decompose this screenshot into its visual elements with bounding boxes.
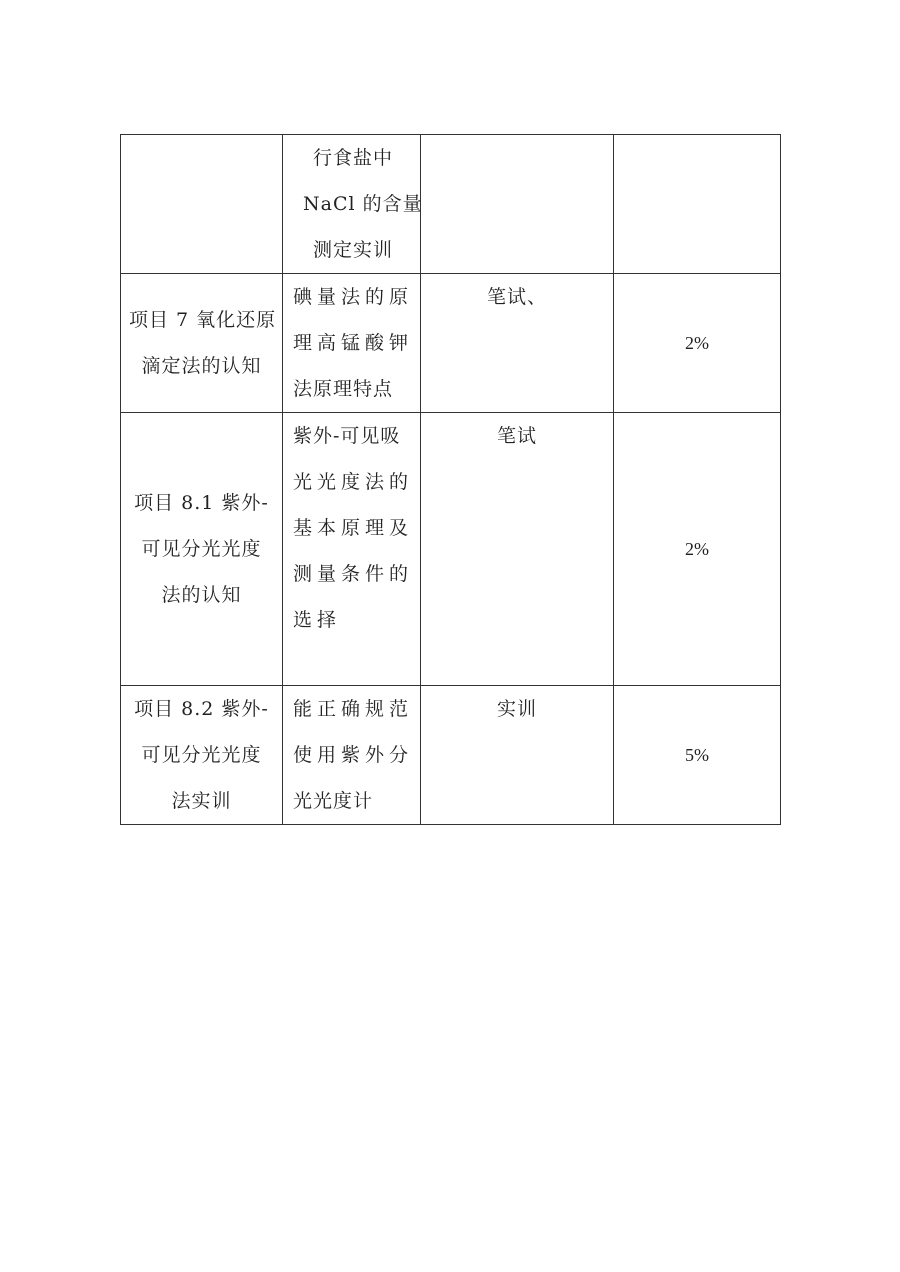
project-name-line: 法的认知	[161, 584, 242, 606]
project-name-line: 项目 8.2 紫外-	[134, 698, 269, 720]
content-cell	[283, 413, 421, 686]
content-cell	[283, 686, 421, 825]
assessment-table	[120, 134, 781, 825]
project-name-cell	[121, 686, 283, 825]
content-line: 行食盐中	[313, 147, 394, 169]
weight-cell	[614, 135, 781, 274]
content-line: 碘量法的原	[293, 286, 414, 308]
assessment-method-cell: 笔试	[421, 413, 614, 686]
content-line: NaCl 的含量	[303, 193, 423, 215]
content-line: 使用紫外分	[293, 744, 414, 766]
table-row	[121, 274, 781, 413]
content-line: 能正确规范	[293, 698, 414, 720]
content-line: 基本原理及	[293, 517, 414, 539]
assessment-method-cell	[421, 135, 614, 274]
weight-cell: 5%	[614, 686, 781, 825]
project-name-cell	[121, 413, 283, 686]
content-line: 测定实训	[313, 239, 394, 261]
content-line: 光光度法的	[293, 471, 414, 493]
project-name-cell	[121, 274, 283, 413]
content-cell	[283, 274, 421, 413]
project-name-cell	[121, 135, 283, 274]
content-line: 紫外-可见吸	[293, 425, 401, 447]
project-name-line: 项目 8.1 紫外-	[134, 492, 269, 514]
project-name-line: 滴定法的认知	[141, 355, 262, 377]
content-line: 理高锰酸钾	[293, 332, 414, 354]
table-row	[121, 413, 781, 686]
project-name-line: 可见分光光度	[141, 744, 262, 766]
content-cell	[283, 135, 421, 274]
weight-cell: 2%	[614, 413, 781, 686]
project-name-line: 项目 7 氧化还原	[129, 309, 277, 331]
assessment-method-cell: 实训	[421, 686, 614, 825]
project-name-line: 可见分光光度	[141, 538, 262, 560]
table-row	[121, 686, 781, 825]
content-line: 选择	[293, 609, 342, 631]
table-row	[121, 135, 781, 274]
content-line: 测量条件的	[293, 563, 414, 585]
weight-cell: 2%	[614, 274, 781, 413]
assessment-method-cell: 笔试、	[421, 274, 614, 413]
content-line: 光光度计	[293, 790, 374, 812]
project-name-line: 法实训	[171, 790, 232, 812]
content-line: 法原理特点	[293, 378, 394, 400]
